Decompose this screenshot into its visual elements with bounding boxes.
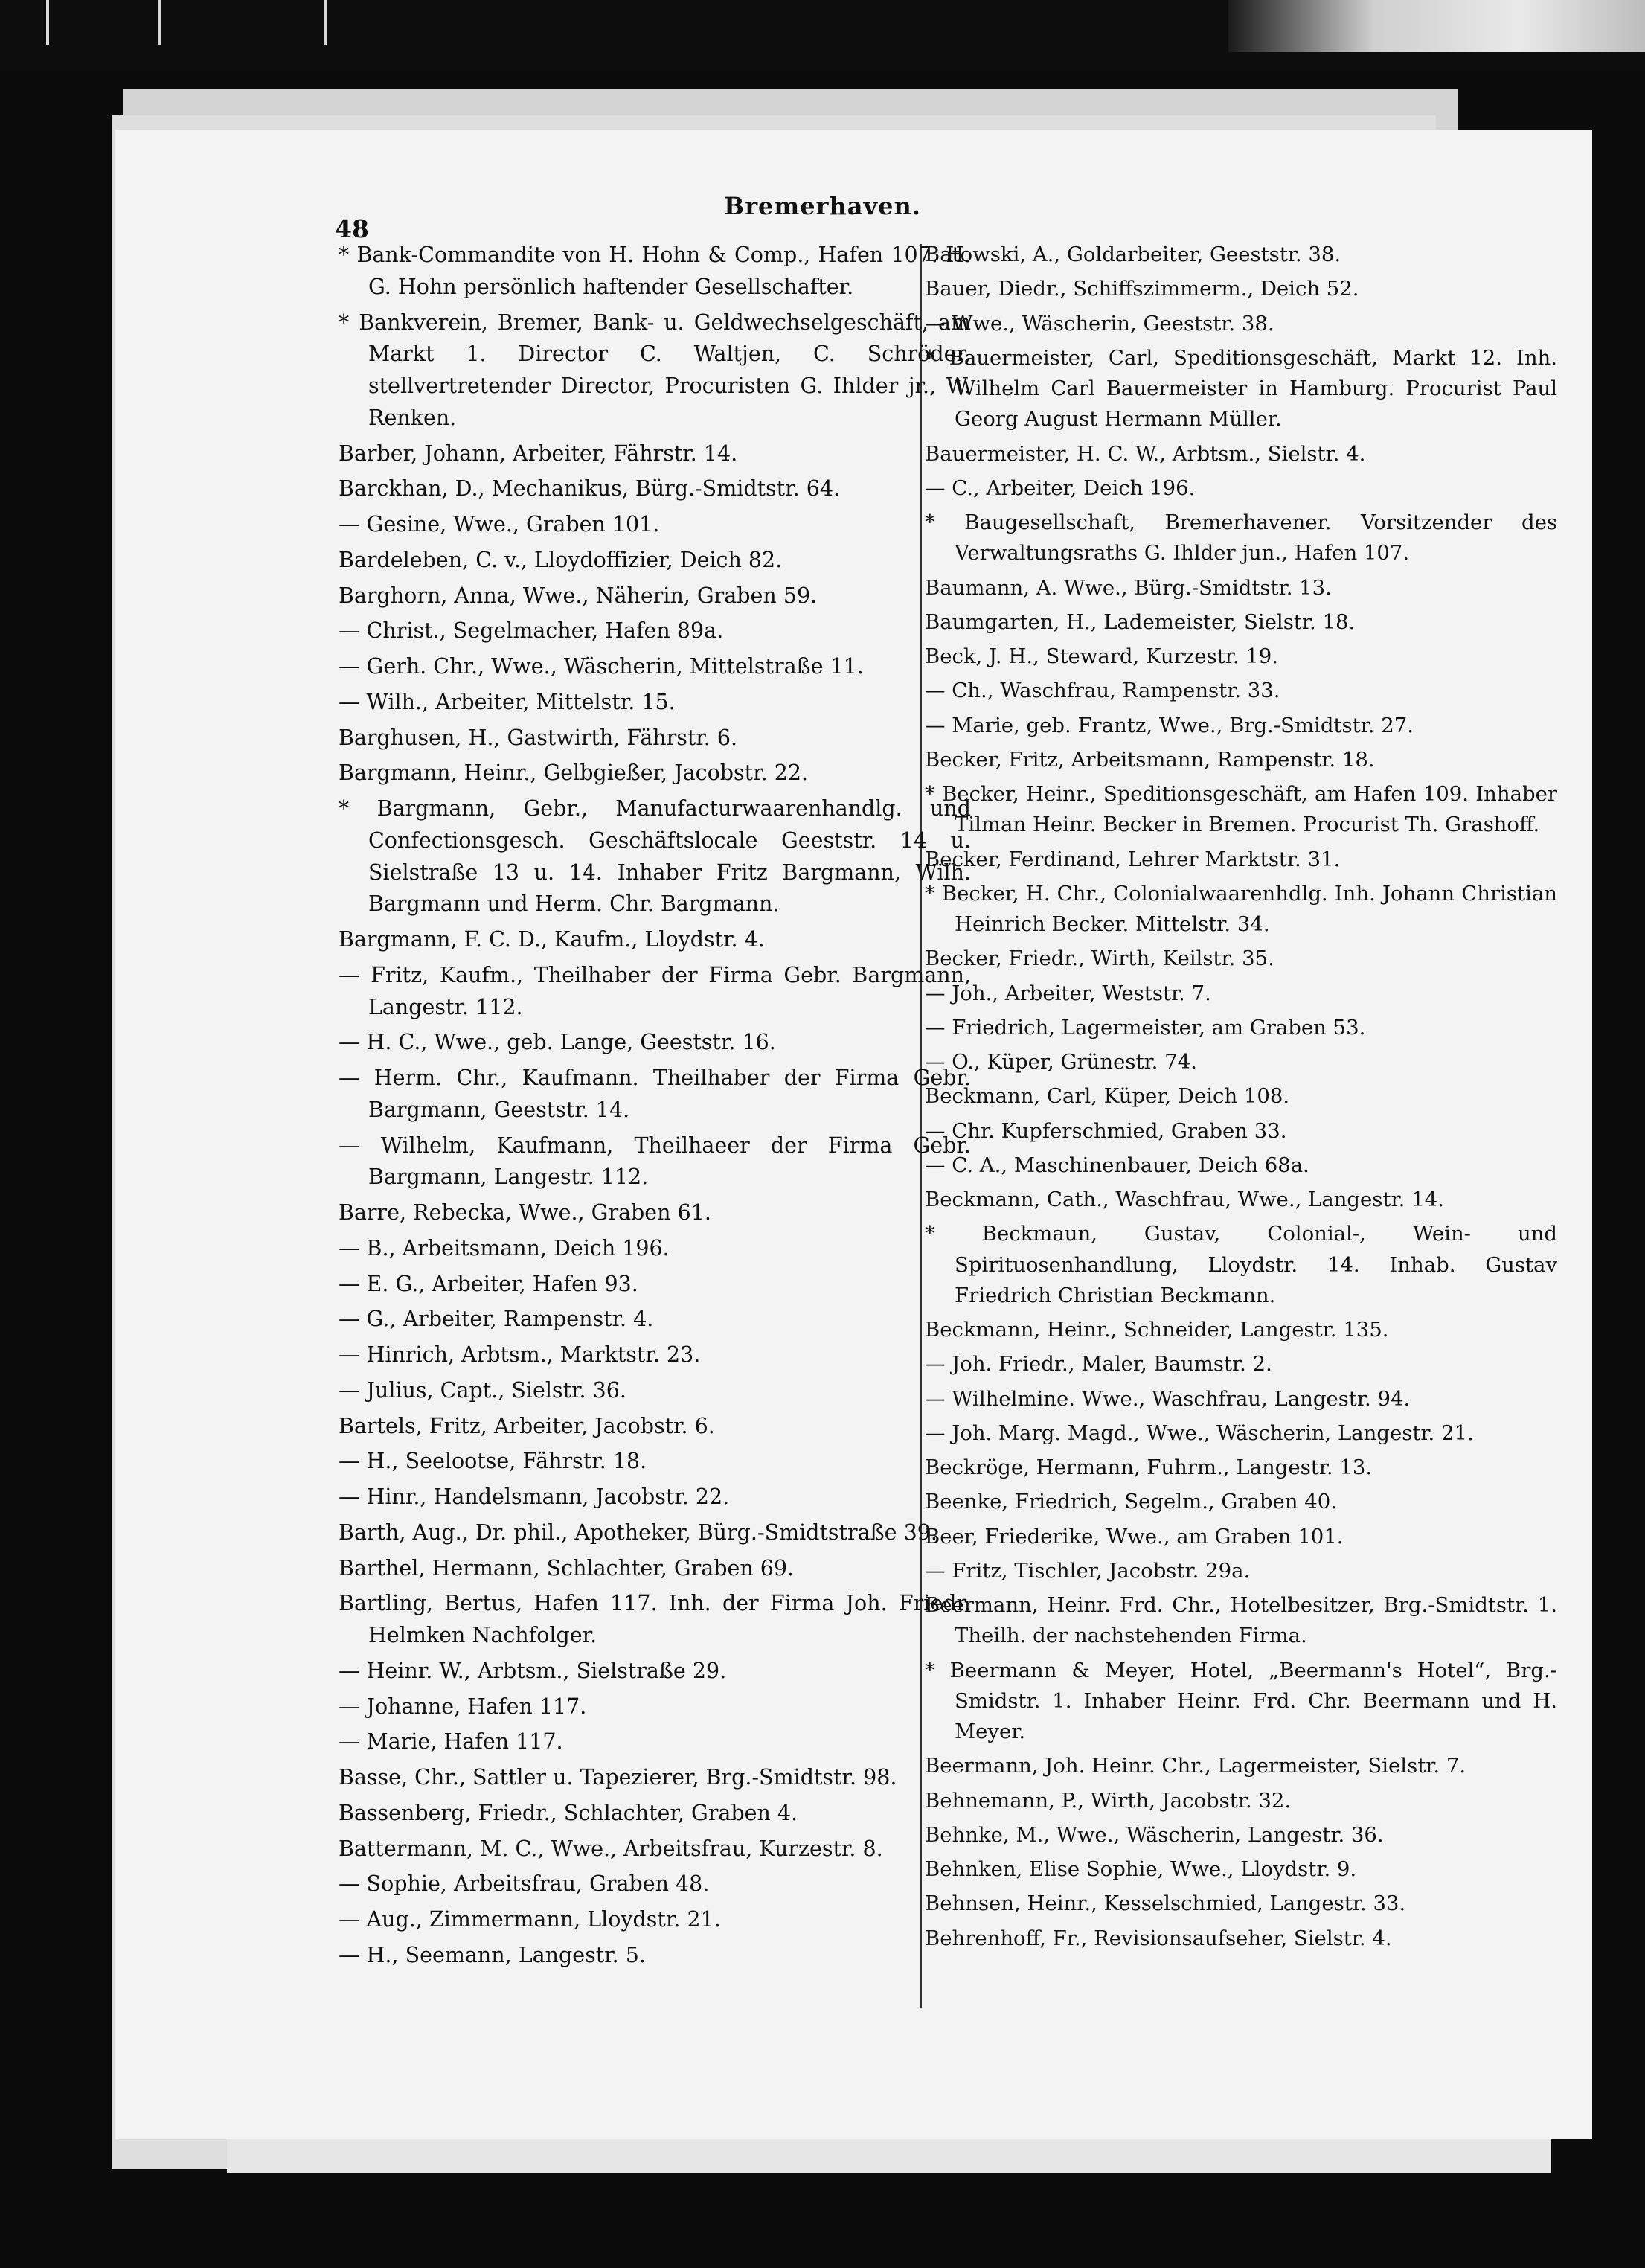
- directory-entry: Bassenberg, Friedr., Schlachter, Graben 4.: [339, 1800, 798, 1825]
- directory-entry: — Wilh., Arbeiter, Mittelstr. 15.: [339, 689, 676, 714]
- directory-entry: Beckröge, Hermann, Fuhrm., Langestr. 13.: [925, 1455, 1373, 1479]
- directory-column-right: [925, 240, 1557, 1958]
- directory-entry: * Bauermeister, Carl, Speditionsgeschäft, Markt 12. Inh. Wilhelm Carl Bauermeister in Hamburg. Procurist Paul Georg August Hermann Müller.: [925, 345, 1557, 432]
- directory-entry: — Ch., Waschfrau, Rampenstr. 33.: [925, 679, 1280, 703]
- directory-entry: * Becker, Heinr., Speditionsgeschäft, am Hafen 109. Inhaber Tilman Heinr. Becker in Bremen. Procurist Th. Grashoff.: [925, 782, 1557, 837]
- directory-entry: — Johanne, Hafen 117.: [339, 1694, 587, 1719]
- directory-entry: — Gesine, Wwe., Graben 101.: [339, 512, 660, 536]
- directory-entry: — Marie, geb. Frantz, Wwe., Brg.-Smidtstr. 27.: [925, 713, 1414, 737]
- directory-entry: — Gerh. Chr., Wwe., Wäscherin, Mittelstraße 11.: [339, 654, 864, 679]
- scan-top-edge: [0, 0, 1645, 71]
- directory-entry: — C. A., Maschinenbauer, Deich 68a.: [925, 1153, 1309, 1177]
- directory-entry: Barghorn, Anna, Wwe., Näherin, Graben 59.: [339, 583, 818, 608]
- directory-entry: * Bargmann, Gebr., Manufacturwaarenhandlg. und Confectionsgesch. Geschäftslocale Geeststr. 14 u. Sielstraße 13 u. 14. Inhaber Fritz Bargmann, Wilh. Bargmann und Herm. Chr. Bargmann.: [339, 796, 971, 917]
- directory-entry: — Heinr. W., Arbtsm., Sielstraße 29.: [339, 1658, 727, 1683]
- directory-entry: Barre, Rebecka, Wwe., Graben 61.: [339, 1200, 711, 1225]
- directory-entry: * Becker, H. Chr., Colonialwaarenhdlg. Inh. Johann Christian Heinrich Becker. Mittelstr. 34.: [925, 881, 1557, 936]
- directory-entry: Behnken, Elise Sophie, Wwe., Lloydstr. 9.: [925, 1857, 1357, 1881]
- running-head: Bremerhaven.: [724, 192, 921, 220]
- directory-entry: * Bank-Commandite von H. Hohn & Comp., Hafen 107. H. G. Hohn persönlich haftender Gesellschafter.: [339, 243, 971, 299]
- directory-entry: Beer, Friederike, Wwe., am Graben 101.: [925, 1524, 1344, 1548]
- directory-entry: * Bankverein, Bremer, Bank- u. Geldwechselgeschäft, am Markt 1. Director C. Waltjen, C. Schröder, stellvertretender Director, Procuristen G. Ihlder jr., W. Renken.: [339, 310, 971, 430]
- directory-column-left: [339, 240, 971, 1976]
- directory-entry: — E. G., Arbeiter, Hafen 93.: [339, 1271, 638, 1296]
- directory-entry: Battermann, M. C., Wwe., Arbeitsfrau, Kurzestr. 8.: [339, 1836, 883, 1861]
- directory-entry: — H., Seelootse, Fährstr. 18.: [339, 1449, 647, 1474]
- directory-entry: — O., Küper, Grünestr. 74.: [925, 1050, 1197, 1074]
- directory-entry: — Christ., Segelmacher, Hafen 89a.: [339, 618, 724, 644]
- directory-entry: Behnsen, Heinr., Kesselschmied, Langestr. 33.: [925, 1891, 1406, 1916]
- directory-entry: — H. C., Wwe., geb. Lange, Geeststr. 16.: [339, 1030, 776, 1055]
- directory-entry: Bauer, Diedr., Schiffszimmerm., Deich 52.: [925, 277, 1359, 301]
- directory-entry: Bargmann, Heinr., Gelbgießer, Jacobstr. 22.: [339, 760, 809, 786]
- directory-entry: — Hinrich, Arbtsm., Marktstr. 23.: [339, 1342, 701, 1367]
- directory-entry: — Fritz, Kaufm., Theilhaber der Firma Gebr. Bargmann, Langestr. 112.: [339, 962, 971, 1019]
- directory-entry: Beck, J. H., Steward, Kurzestr. 19.: [925, 644, 1279, 668]
- directory-entry: Barth, Aug., Dr. phil., Apotheker, Bürg.-Smidtstraße 39.: [339, 1519, 937, 1545]
- page-number: 48: [335, 214, 369, 243]
- directory-entry: Baumgarten, H., Lademeister, Sielstr. 18.: [925, 609, 1356, 634]
- directory-entry: Beenke, Friedrich, Segelm., Graben 40.: [925, 1490, 1337, 1514]
- directory-entry: Barthel, Hermann, Schlachter, Graben 69.: [339, 1555, 795, 1580]
- directory-entry: * Baugesellschaft, Bremerhavener. Vorsitzender des Verwaltungsraths G. Ihlder jun., Hafen 107.: [925, 510, 1557, 566]
- directory-entry: Behnke, M., Wwe., Wäscherin, Langestr. 36.: [925, 1822, 1384, 1847]
- directory-entry: Bauermeister, H. C. W., Arbtsm., Sielstr. 4.: [925, 441, 1366, 466]
- scan-rule-mark: [46, 0, 49, 45]
- directory-entry: — Sophie, Arbeitsfrau, Graben 48.: [339, 1871, 710, 1897]
- directory-entry: — Herm. Chr., Kaufmann. Theilhaber der Firma Gebr. Bargmann, Geeststr. 14.: [339, 1066, 971, 1122]
- directory-entry: — Hinr., Handelsmann, Jacobstr. 22.: [339, 1484, 730, 1509]
- directory-entry: Bartling, Bertus, Hafen 117. Inh. der Firma Joh. Friedr. Helmken Nachfolger.: [339, 1591, 971, 1647]
- directory-entry: — Wilhelmine. Wwe., Waschfrau, Langestr. 94.: [925, 1386, 1411, 1411]
- directory-entry: — Chr. Kupferschmied, Graben 33.: [925, 1118, 1287, 1143]
- directory-entry: Beermann, Heinr. Frd. Chr., Hotelbesitzer, Brg.-Smidtstr. 1. Theilh. der nachstehenden Firma.: [925, 1593, 1557, 1648]
- directory-entry: * Beermann & Meyer, Hotel, „Beermann's Hotel“, Brg.-Smidstr. 1. Inhaber Heinr. Frd. Chr. Beermann und H. Meyer.: [925, 1658, 1557, 1743]
- directory-entry: Bartels, Fritz, Arbeiter, Jacobstr. 6.: [339, 1413, 715, 1438]
- scan-rule-mark: [324, 0, 327, 45]
- directory-entry: — B., Arbeitsmann, Deich 196.: [339, 1235, 670, 1260]
- directory-entry: — Wwe., Wäscherin, Geeststr. 38.: [925, 311, 1274, 336]
- directory-entry: Basse, Chr., Sattler u. Tapezierer, Brg.-Smidtstr. 98.: [339, 1765, 897, 1790]
- directory-entry: Bargmann, F. C. D., Kaufm., Lloydstr. 4.: [339, 927, 765, 952]
- directory-entry: Baumann, A. Wwe., Bürg.-Smidtstr. 13.: [925, 575, 1332, 600]
- directory-entry: — Joh. Marg. Magd., Wwe., Wäscherin, Langestr. 21.: [925, 1420, 1474, 1445]
- directory-entry: — Julius, Capt., Sielstr. 36.: [339, 1377, 626, 1403]
- directory-entry: Becker, Ferdinand, Lehrer Marktstr. 31.: [925, 847, 1341, 871]
- directory-entry: — H., Seemann, Langestr. 5.: [339, 1942, 646, 1967]
- scan-paper-fragment: [1228, 0, 1645, 52]
- scan-rule-mark: [158, 0, 161, 45]
- directory-entry: Beckmann, Cath., Waschfrau, Wwe., Langestr. 14.: [925, 1188, 1444, 1211]
- directory-entry: — Joh., Arbeiter, Weststr. 7.: [925, 981, 1211, 1005]
- directory-entry: — G., Arbeiter, Rampenstr. 4.: [339, 1307, 654, 1332]
- directory-entry: Beckmann, Carl, Küper, Deich 108.: [925, 1084, 1290, 1109]
- directory-entry: Barckhan, D., Mechanikus, Bürg.-Smidtstr. 64.: [339, 476, 841, 502]
- directory-entry: — Joh. Friedr., Maler, Baumstr. 2.: [925, 1352, 1272, 1377]
- directory-entry: Barghusen, H., Gastwirth, Fährstr. 6.: [339, 725, 738, 750]
- directory-entry: Barber, Johann, Arbeiter, Fährstr. 14.: [339, 441, 738, 466]
- directory-entry: — Marie, Hafen 117.: [339, 1729, 563, 1755]
- directory-entry: Beermann, Joh. Heinr. Chr., Lagermeister, Sielstr. 7.: [925, 1754, 1466, 1778]
- directory-entry: — C., Arbeiter, Deich 196.: [925, 475, 1196, 500]
- directory-entry: * Beckmaun, Gustav, Colonial-, Wein- und Spirituosenhandlung, Lloydstr. 14. Inhab. Gustav Friedrich Christian Beckmann.: [925, 1222, 1557, 1307]
- directory-entry: — Fritz, Tischler, Jacobstr. 29a.: [925, 1558, 1251, 1583]
- directory-entry: Becker, Fritz, Arbeitsmann, Rampenstr. 18.: [925, 747, 1375, 772]
- directory-entry: — Aug., Zimmermann, Lloydstr. 21.: [339, 1907, 721, 1932]
- directory-entry: Batowski, A., Goldarbeiter, Geeststr. 38.: [925, 243, 1341, 266]
- directory-entry: — Friedrich, Lagermeister, am Graben 53.: [925, 1015, 1366, 1040]
- directory-entry: Beckmann, Heinr., Schneider, Langestr. 135.: [925, 1318, 1389, 1342]
- directory-entry: — Wilhelm, Kaufmann, Theilhaeer der Firma Gebr. Bargmann, Langestr. 112.: [339, 1133, 971, 1190]
- directory-entry: Behnemann, P., Wirth, Jacobstr. 32.: [925, 1788, 1292, 1813]
- directory-entry: Bardeleben, C. v., Lloydoffizier, Deich 82.: [339, 547, 783, 572]
- directory-entry: Behrenhoff, Fr., Revisionsaufseher, Sielstr. 4.: [925, 1926, 1392, 1950]
- directory-entry: Becker, Friedr., Wirth, Keilstr. 35.: [925, 946, 1274, 971]
